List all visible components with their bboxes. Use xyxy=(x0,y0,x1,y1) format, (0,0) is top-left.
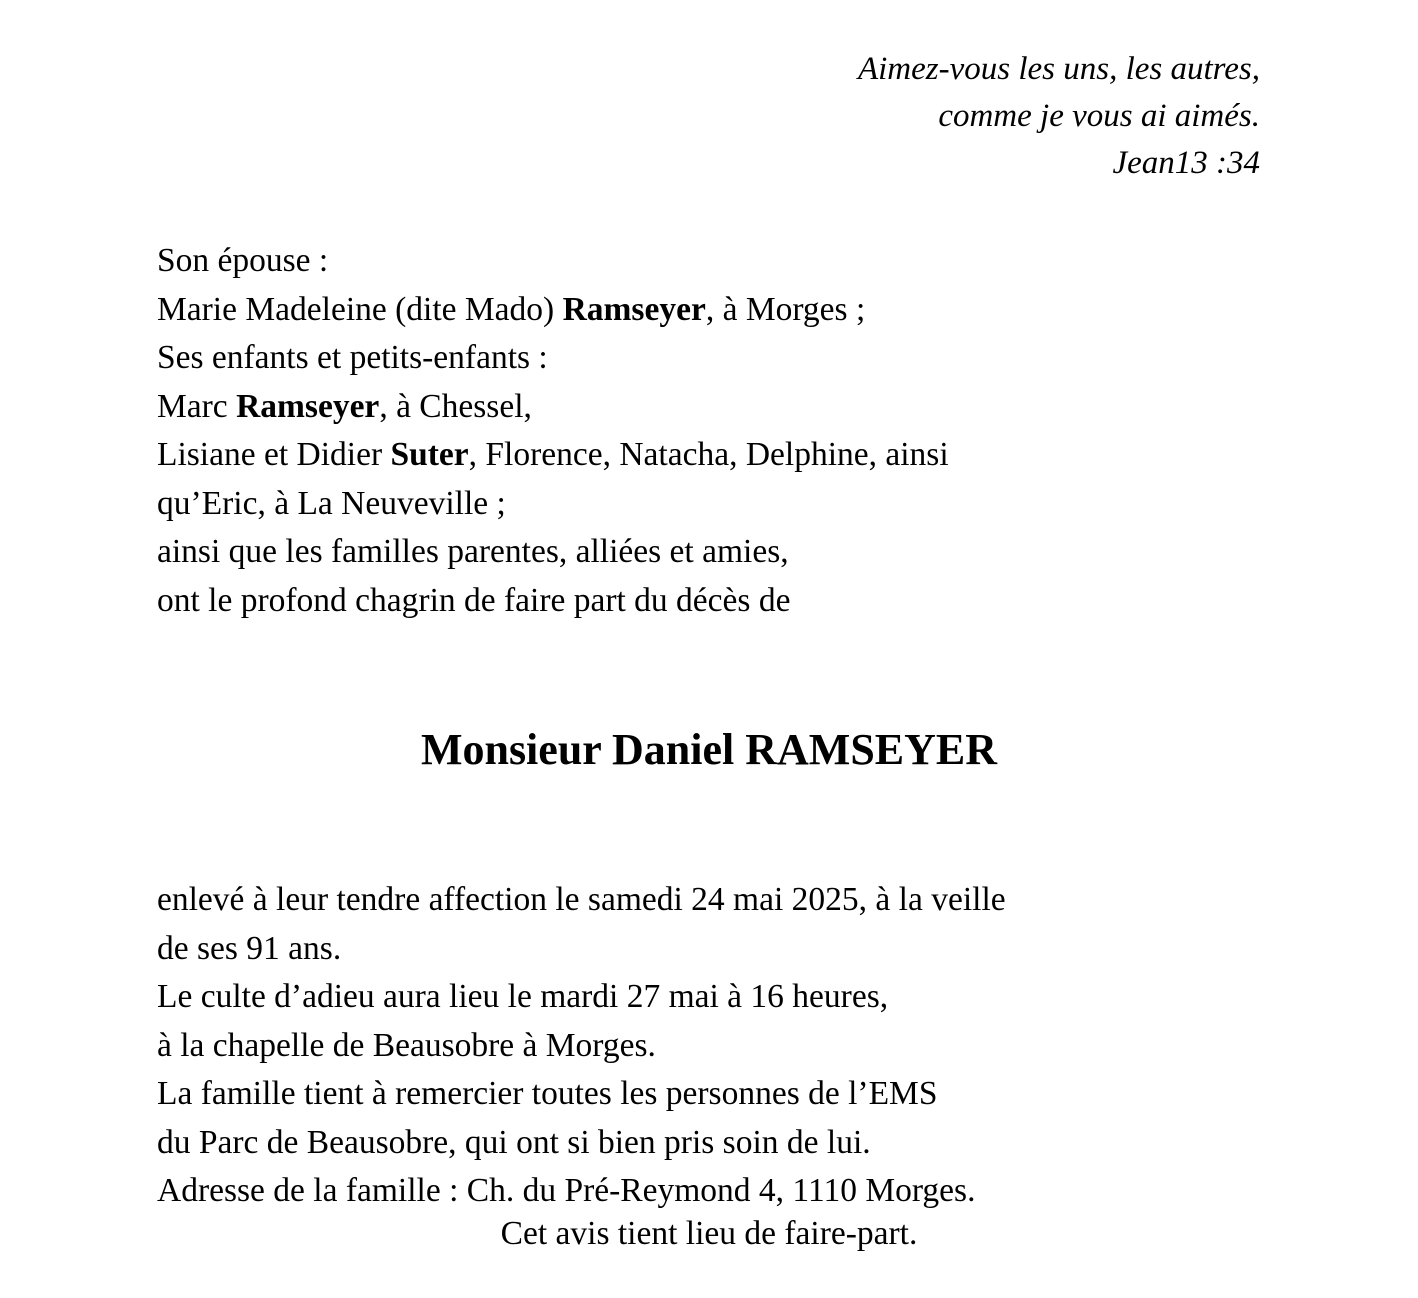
relatives-line: ainsi que les familles parentes, alliées et amies, xyxy=(157,533,789,570)
announcement-line: ont le profond chagrin de faire part du décès de xyxy=(157,581,791,619)
epigraph-quote xyxy=(858,46,1260,187)
children-heading: Ses enfants et petits-enfants : xyxy=(157,339,548,376)
child-2-name: Lisiane et Didier xyxy=(157,436,391,473)
child-1-name: Marc xyxy=(157,387,237,425)
details-line-4: à la chapelle de Beausobre à Morges. xyxy=(157,1026,656,1064)
spouse-line xyxy=(157,286,949,335)
spouse-surname: Ramseyer xyxy=(562,290,706,328)
obituary-details xyxy=(157,876,1006,1216)
details-line-1: enlevé à leur tendre affection le samedi 24 mai 2025, à la veille xyxy=(157,881,1006,918)
spouse-place: , à Morges ; xyxy=(705,290,866,328)
child-2-surname: Suter xyxy=(390,436,469,473)
family-list xyxy=(157,237,949,625)
family-address: Adresse de la famille : Ch. du Pré-Reymond 4, 1110 Morges. xyxy=(157,1172,976,1209)
spouse-heading: Son épouse : xyxy=(157,242,329,279)
child-2-continuation: qu’Eric, à La Neuveville ; xyxy=(157,484,506,522)
child-1-line xyxy=(157,383,949,432)
epigraph-line-1: Aimez-vous les uns, les autres, xyxy=(857,51,1260,87)
child-2-rest: , Florence, Natacha, Delphine, ainsi xyxy=(468,436,949,473)
child-1-surname: Ramseyer xyxy=(236,387,380,425)
epigraph-reference: Jean13 :34 xyxy=(1112,145,1260,181)
child-2-line xyxy=(157,431,949,480)
child-1-place: , à Chessel, xyxy=(379,387,532,425)
epigraph-line-2: comme je vous ai aimés. xyxy=(938,98,1260,134)
closing-note: Cet avis tient lieu de faire-part. xyxy=(500,1215,918,1252)
details-line-6: du Parc de Beausobre, qui ont si bien pris soin de lui. xyxy=(157,1123,871,1161)
details-line-2: de ses 91 ans. xyxy=(157,929,342,967)
details-line-3: Le culte d’adieu aura lieu le mardi 27 mai à 16 heures, xyxy=(157,978,889,1015)
details-line-5: La famille tient à remercier toutes les personnes de l’EMS xyxy=(157,1075,938,1112)
deceased-name: Monsieur Daniel RAMSEYER xyxy=(420,725,998,774)
spouse-name: Marie Madeleine (dite Mado) xyxy=(157,290,563,328)
